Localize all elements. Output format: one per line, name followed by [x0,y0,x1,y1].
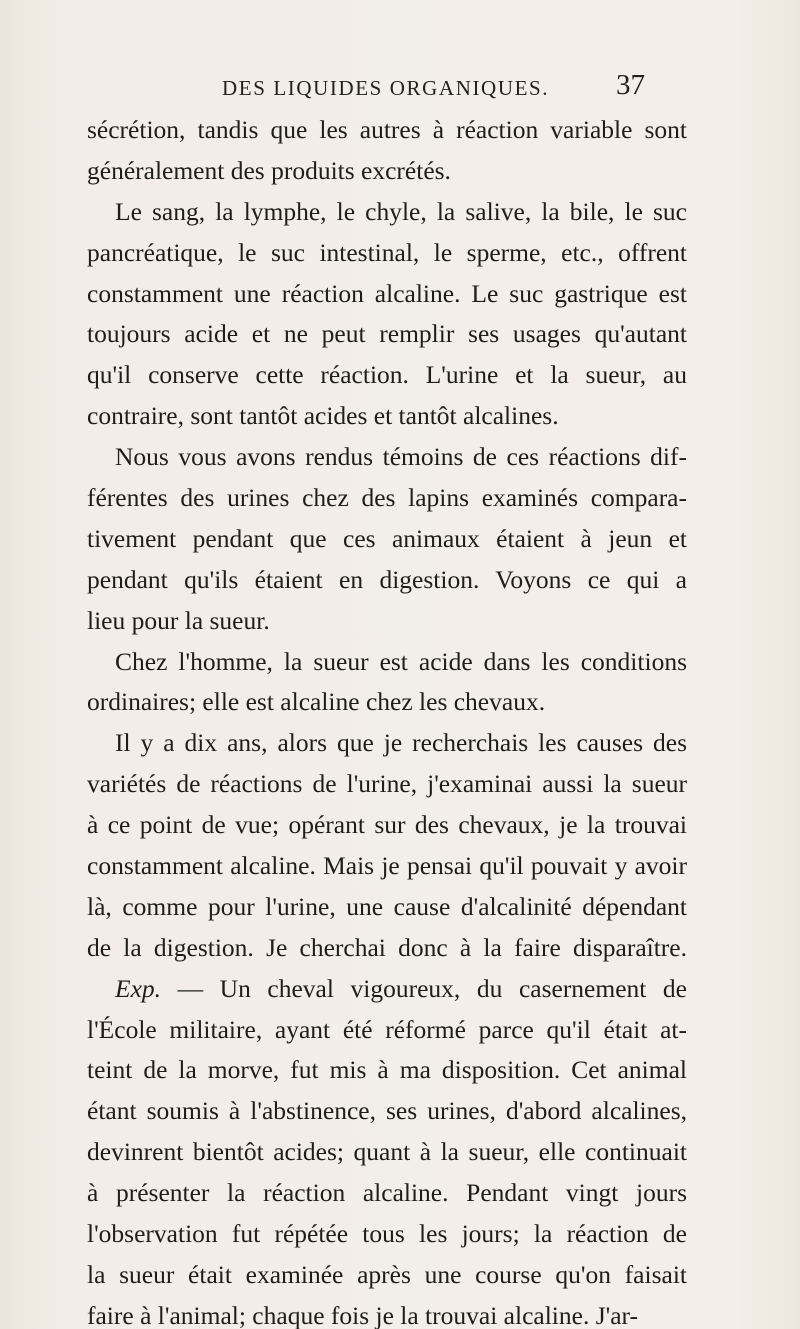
text-line: contraire, sont tantôt acides et tantôt alcalines. [87,401,559,431]
text-line: la sueur était examinée après une course qu'on faisait [87,1259,687,1289]
text-line: variétés de réactions de l'urine, j'examinai aussi la sueur [87,769,687,799]
text-line: à ce point de vue; opérant sur des chevaux, je la trouvai [87,810,687,840]
text-line: l'observation fut répétée tous les jours; la réaction de [87,1219,687,1249]
exp-label: Exp. [115,973,162,1003]
text-line: qu'il conserve cette réaction. L'urine et la sueur, au [87,360,687,390]
text-line: devinrent bientôt acides; quant à la sueur, elle continuait [87,1137,687,1167]
text-line: pancréatique, le suc intestinal, le sperme, etc., offrent [87,237,687,267]
text-line: là, comme pour l'urine, une cause d'alcalinité dépendant [87,891,687,921]
text-line: ordinaires; elle est alcaline chez les chevaux. [87,687,546,717]
text-line: de la digestion. Je cherchai donc à la faire disparaître. [87,932,687,962]
text-line: généralement des produits excrétés. [87,155,451,185]
text-line: Nous vous avons rendus témoins de ces réactions dif- [115,442,687,472]
text-line: férentes des urines chez des lapins examinés compara- [87,483,687,513]
text-line: teint de la morve, fut mis à ma disposition. Cet animal [87,1055,687,1085]
text-line-rest: — Un cheval vigoureux, du casernement de [177,973,688,1003]
text-line: Il y a dix ans, alors que je recherchais les causes des [115,728,687,758]
text-line: étant soumis à l'abstinence, ses urines, d'abord alcalines, [87,1096,687,1126]
text-line: lieu pour la sueur. [87,605,270,635]
text-line: toujours acide et ne peut remplir ses usages qu'autant [87,319,687,349]
text-line-exp [87,969,687,1010]
text-line: constamment une réaction alcaline. Le suc gastrique est [87,278,687,308]
text-line: pendant qu'ils étaient en digestion. Voyons ce qui a [87,564,687,594]
text-line: constamment alcaline. Mais je pensai qu'il pouvait y avoir [87,851,687,881]
text-line: faire à l'animal; chaque fois je la trouvai alcaline. J'ar- [87,1300,639,1329]
text-line: Chez l'homme, la sueur est acide dans les conditions [115,646,687,676]
body-text [87,110,687,1329]
text-line: à présenter la réaction alcaline. Pendant vingt jours [87,1178,687,1208]
text-line: l'École militaire, ayant été réformé parce qu'il était at- [87,1014,687,1044]
page-number: 37 [616,69,645,101]
text-line: sécrétion, tandis que les autres à réaction variable sont [87,115,687,144]
text-line: tivement pendant que ces animaux étaient à jeun et [87,523,687,553]
text-line: Le sang, la lymphe, le chyle, la salive, la bile, le suc [115,196,687,226]
running-title: DES LIQUIDES ORGANIQUES. [222,76,550,100]
running-head [0,69,800,103]
